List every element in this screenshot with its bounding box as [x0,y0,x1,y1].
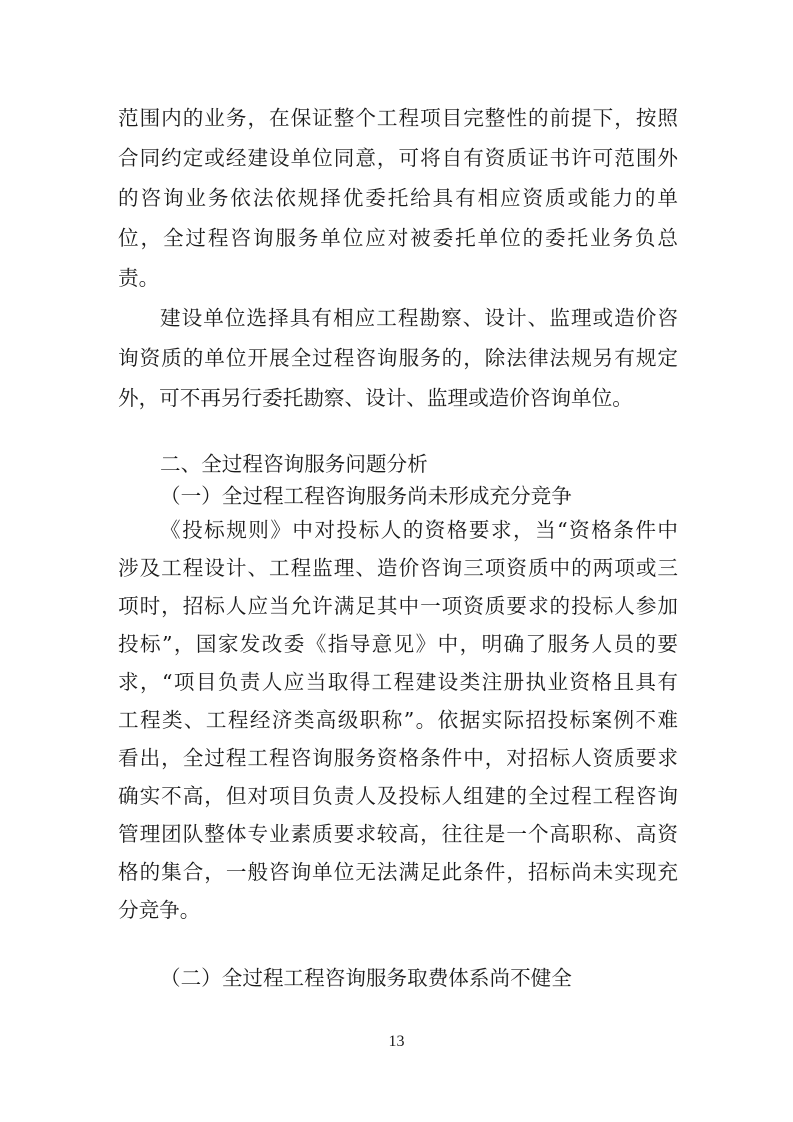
page-number: 13 [388,1033,405,1050]
text-line: 项时，招标人应当允许满足其中一项资质要求的投标人参加 [118,594,678,618]
text-line: 工程类、工程经济类高级职称”。依据实际招投标案例不难 [118,708,678,732]
text-line: 投标”，国家发改委《指导意见》中，明确了服务人员的要 [118,632,678,656]
text-line: 范围内的业务，在保证整个工程项目完整性的前提下，按照 [118,106,678,130]
text-line: 分竞争。 [118,898,201,922]
text-line: 的咨询业务依法依规择优委托给具有相应资质或能力的单 [118,186,678,210]
section-heading: 二、全过程咨询服务问题分析 [160,452,428,476]
text-line: 询资质的单位开展全过程咨询服务的，除法律法规另有规定 [118,346,678,370]
text-line: 看出，全过程工程咨询服务资格条件中，对招标人资质要求 [118,746,678,770]
text-line: 责。 [118,266,160,290]
text-line: 《投标规则》中对投标人的资格要求，当“资格条件中 [160,518,678,542]
text-line: 确实不高，但对项目负责人及投标人组建的全过程工程咨询 [118,784,678,808]
text-line: 管理团队整体专业素质要求较高，往往是一个高职称、高资 [118,822,678,846]
subsection-heading: （二）全过程工程咨询服务取费体系尚不健全 [160,966,572,990]
text-line: 格的集合，一般咨询单位无法满足此条件，招标尚未实现充 [118,860,678,884]
text-line: 位，全过程咨询服务单位应对被委托单位的委托业务负总 [118,226,678,250]
subsection-heading: （一）全过程工程咨询服务尚未形成充分竞争 [160,484,572,508]
text-line: 外，可不再另行委托勘察、设计、监理或造价咨询单位。 [118,386,633,410]
text-line: 合同约定或经建设单位同意，可将自有资质证书许可范围外 [118,146,678,170]
text-line: 求，“项目负责人应当取得工程建设类注册执业资格且具有 [118,670,678,694]
text-line: 涉及工程设计、工程监理、造价咨询三项资质中的两项或三 [118,556,678,580]
text-line: 建设单位选择具有相应工程勘察、设计、监理或造价咨 [160,306,678,330]
